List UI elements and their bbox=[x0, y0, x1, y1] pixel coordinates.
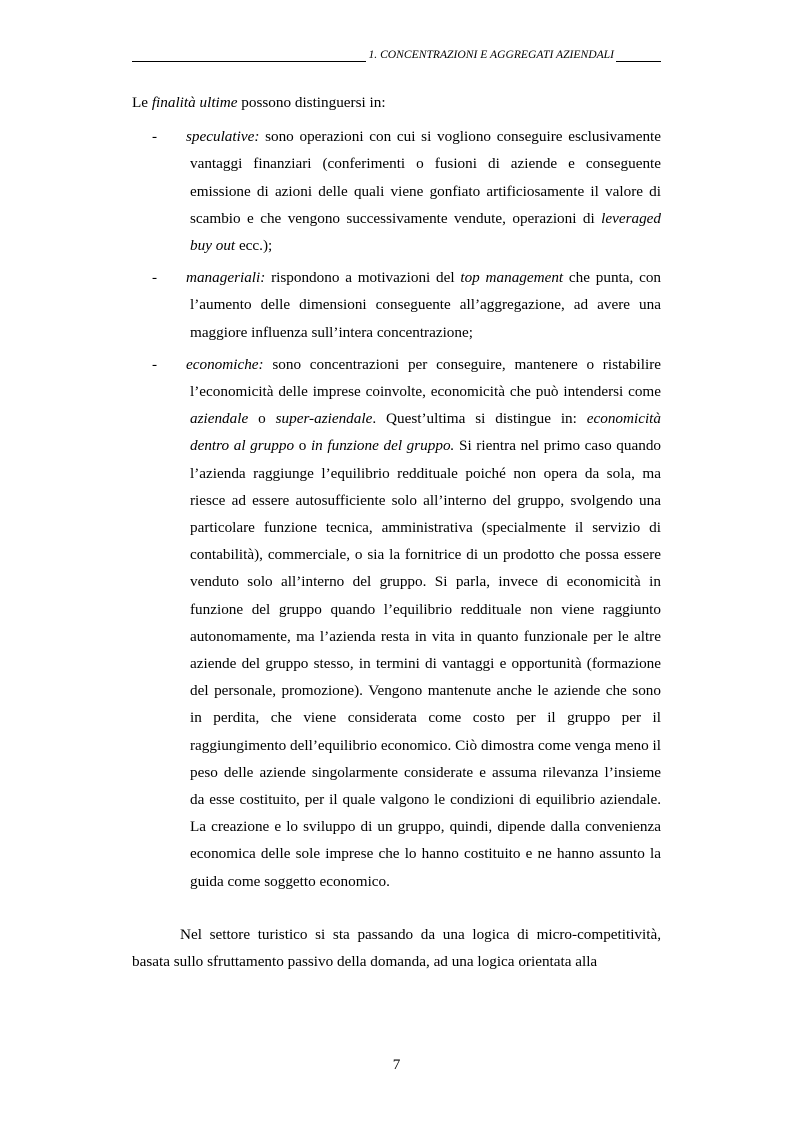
list-bullet: - bbox=[152, 128, 158, 146]
intro-after: possono distinguersi in: bbox=[237, 94, 386, 111]
text-run: o bbox=[294, 437, 311, 455]
running-header bbox=[132, 48, 661, 62]
finalities-list bbox=[132, 123, 661, 895]
intro-before: Le bbox=[132, 94, 152, 111]
italic-term: leveraged buy out bbox=[190, 209, 661, 255]
list-item-text bbox=[186, 264, 661, 346]
page-body bbox=[132, 89, 661, 975]
italic-term: in funzione del gruppo. bbox=[310, 437, 455, 455]
intro-emphasis: finalità ultime bbox=[151, 94, 238, 111]
text-run: che punta, con l’aumento delle dimensioni conseguente all’aggregazione, ad avere una maggiore influenza sull’intera concentrazione; bbox=[190, 269, 662, 341]
text-run: sono operazioni con cui si vogliono conseguire esclusivamente vantaggi finanziari (conferimenti o fusioni di aziende e conseguente emissione di azioni delle quali viene gonfiato artificiosamente il valore di scambio e che vengono successivamente vendute, operazioni di bbox=[190, 128, 661, 227]
italic-term: economiche: bbox=[186, 355, 264, 373]
list-bullet: - bbox=[152, 269, 158, 287]
italic-term: speculative: bbox=[186, 128, 260, 146]
text-run: ecc.); bbox=[235, 237, 273, 255]
page-number: 7 bbox=[392, 1056, 401, 1073]
list-item bbox=[132, 351, 661, 895]
italic-term: economicità dentro al gruppo bbox=[190, 410, 661, 455]
text-run: o bbox=[248, 410, 276, 428]
text-run: Si rientra nel primo caso quando l’azienda raggiunge l’equilibrio reddituale poiché non opera da sola, ma riesce ad essere autosufficiente solo all’interno del gruppo, svolgendo una particolare funzione tecnica, amministrativa (specialmente il servizio di contabilità), commerciale, o sia la fornitrice di un prodotto che possa essere venduto solo all’interno del gruppo. Si parla, invece di economicità in funzione del gruppo quando l’equilibrio reddituale non viene raggiunto autonomamente, ma l’azienda resta in vita in quanto funzionale per le altre aziende del gruppo stesso, in termini di vantaggi e opportunità (formazione del personale, promozione). Vengono mantenute anche le aziende che sono in perdita, che viene considerata come costo per il gruppo per il raggiungimento dell’equilibrio economico. Ciò dimostra come venga meno il peso delle aziende singolarmente considerate e assuma rilevanza l’insieme da esse costituito, per il quale valgono le condizioni di equilibrio aziendale. La creazione e lo sviluppo di un gruppo, quindi, dipende dalla convenienza economica delle sole imprese che lo hanno costituito e ne hanno assunto la guida come soggetto economico. bbox=[190, 437, 662, 890]
italic-term: manageriali: bbox=[186, 269, 266, 287]
italic-term: aziendale bbox=[190, 410, 249, 428]
closing-paragraph: Nel settore turistico si sta passando da una logica di micro-competitività, basata sullo sfruttamento passivo della domanda, ad una logica orientata alla bbox=[132, 925, 661, 971]
text-run: rispondono a motivazioni del bbox=[265, 269, 461, 287]
text-run: . Quest’ultima si distingue in: bbox=[372, 410, 587, 428]
italic-term: top management bbox=[460, 269, 564, 287]
running-title: 1. CONCENTRAZIONI E AGGREGATI AZIENDALI bbox=[368, 48, 614, 61]
italic-term: super-aziendale bbox=[275, 410, 373, 428]
list-item bbox=[132, 123, 661, 259]
list-bullet: - bbox=[152, 355, 158, 373]
intro-sentence bbox=[132, 89, 661, 116]
list-item-text bbox=[186, 123, 661, 259]
list-item-text bbox=[186, 351, 661, 895]
list-item bbox=[132, 264, 661, 346]
text-run: sono concentrazioni per conseguire, mantenere o ristabilire l’economicità delle imprese coinvolte, economicità che può intendersi come bbox=[190, 355, 661, 401]
